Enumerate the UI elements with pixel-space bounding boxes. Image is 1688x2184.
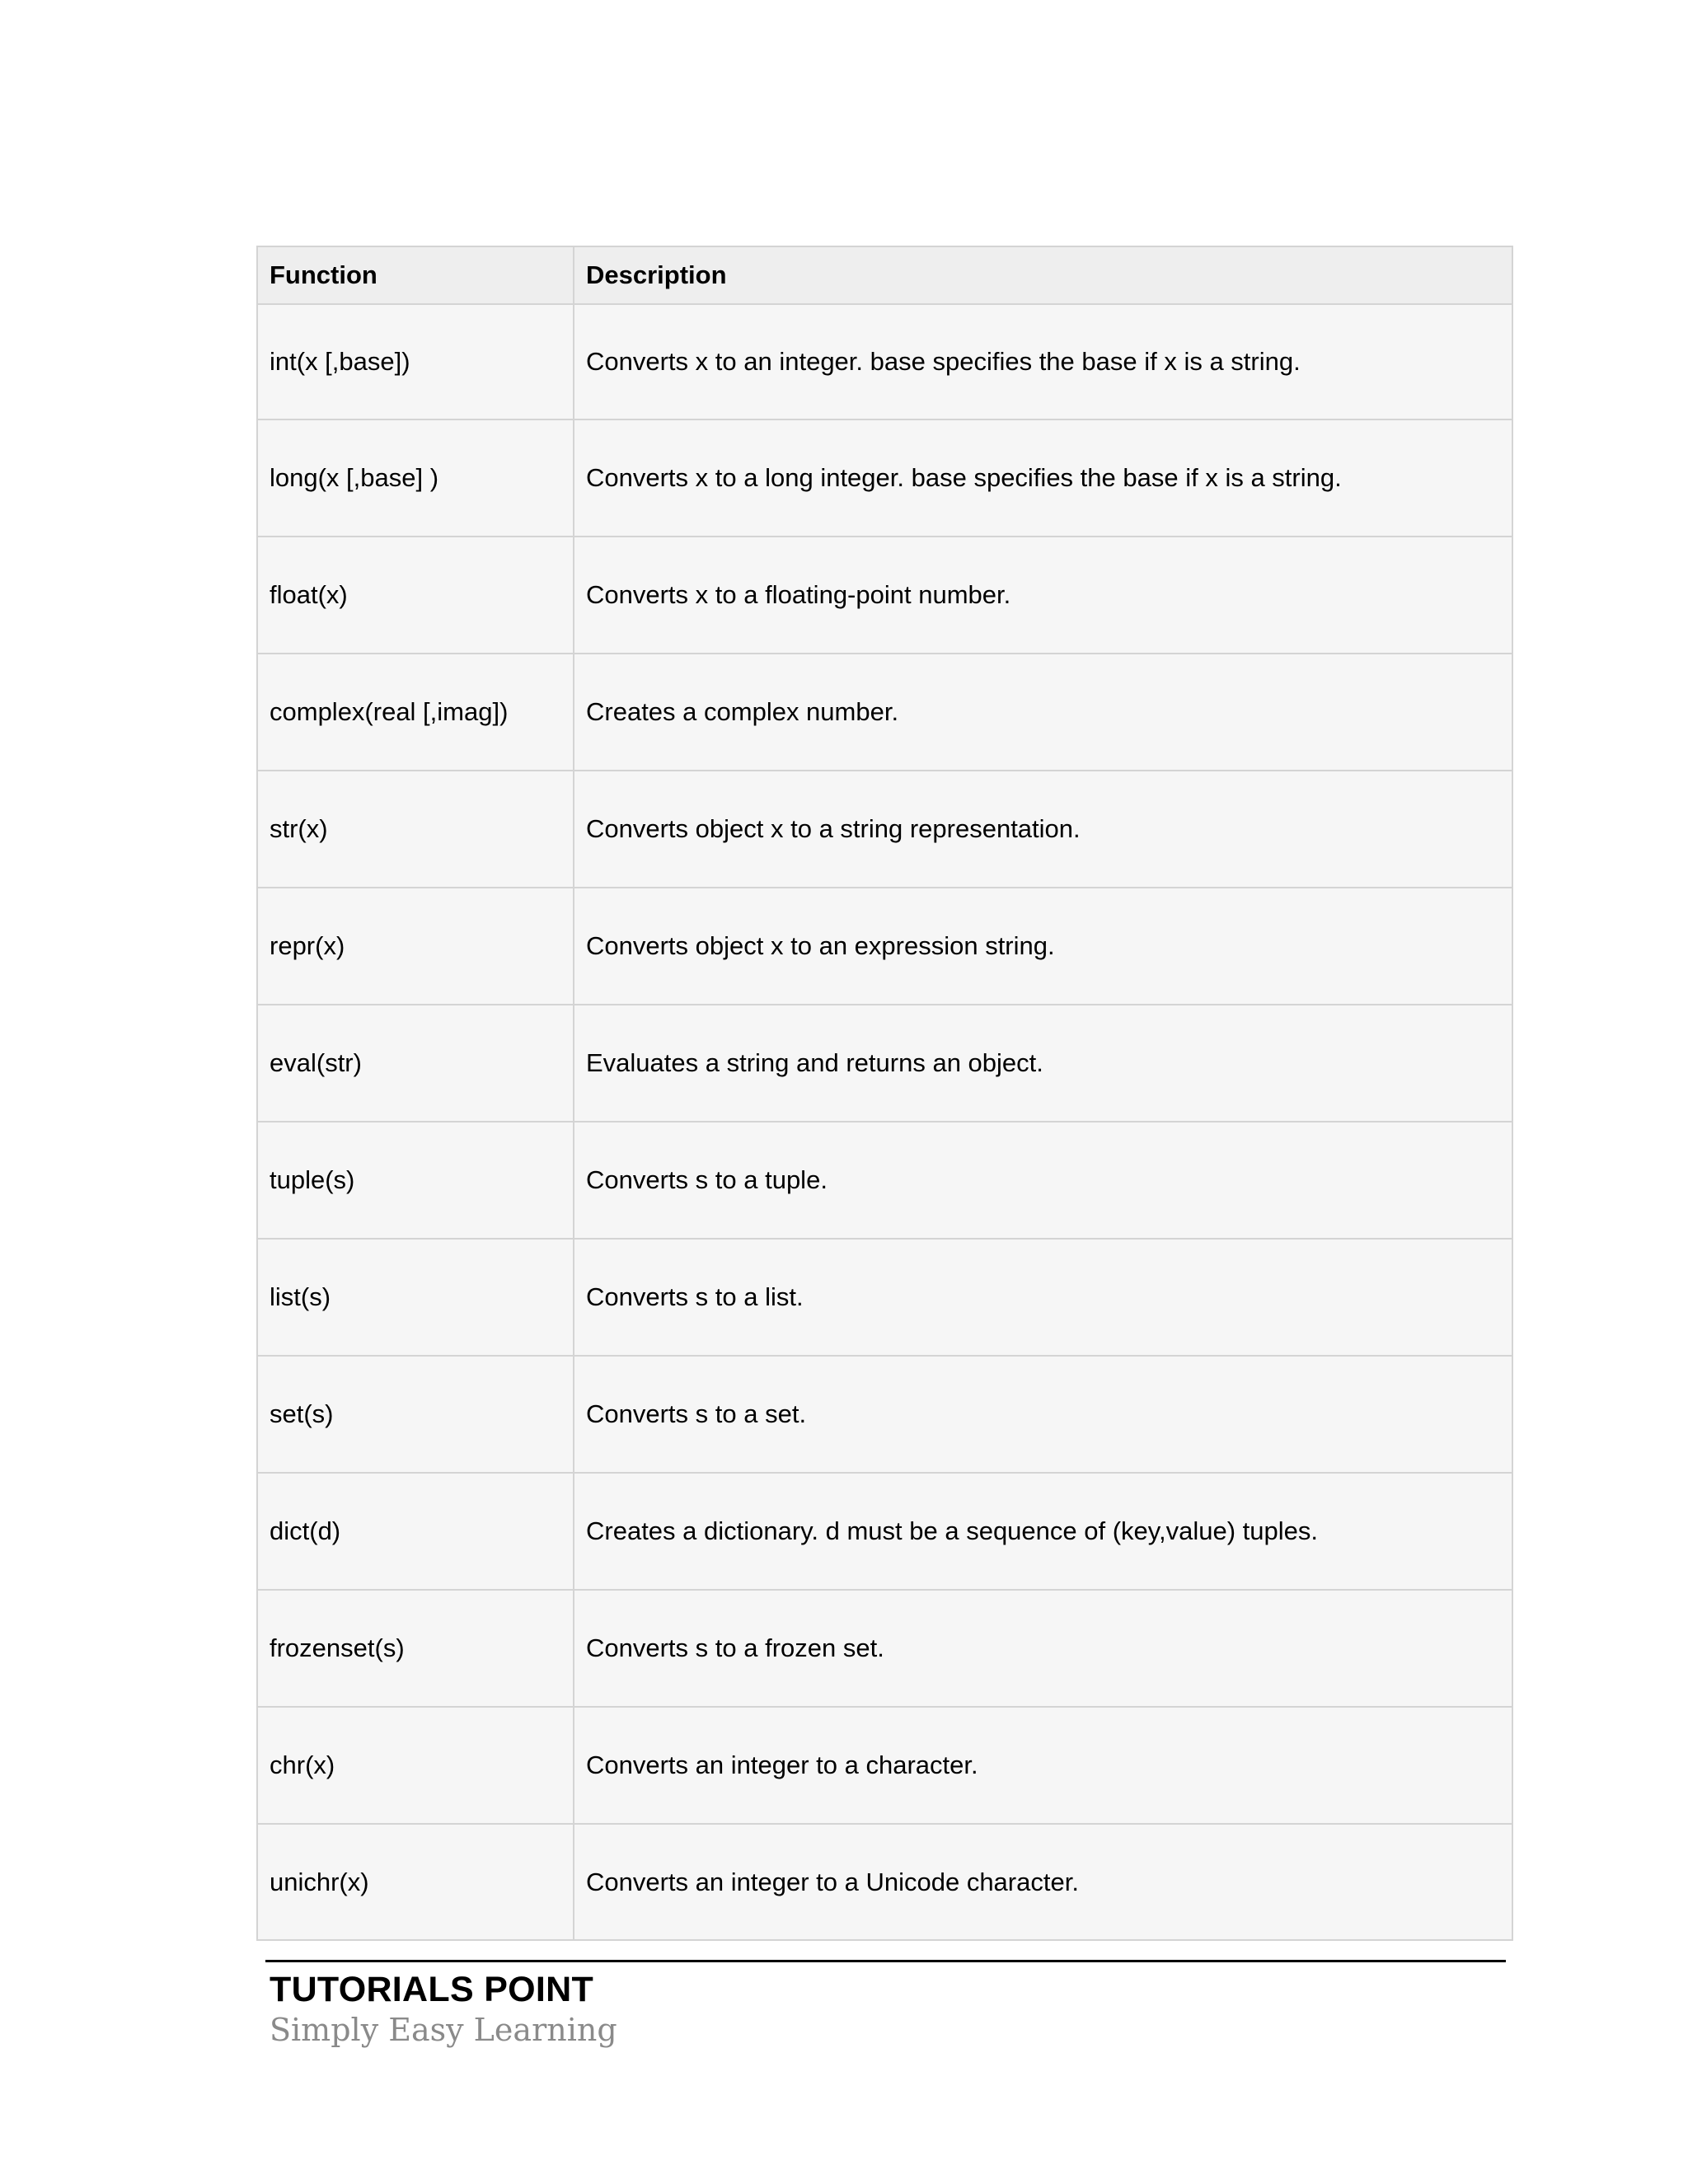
function-cell: tuple(s) bbox=[257, 1122, 574, 1239]
table-row bbox=[257, 1824, 1512, 1940]
table-row bbox=[257, 1473, 1512, 1590]
function-cell: long(x [,base] ) bbox=[257, 419, 574, 537]
column-header-description: Description bbox=[574, 246, 1512, 304]
description-cell: Converts s to a list. bbox=[574, 1239, 1512, 1356]
function-cell: unichr(x) bbox=[257, 1824, 574, 1940]
table-row bbox=[257, 419, 1512, 537]
description-cell: Converts x to an integer. base specifies the base if x is a string. bbox=[574, 304, 1512, 419]
description-cell: Converts x to a long integer. base specifies the base if x is a string. bbox=[574, 419, 1512, 537]
description-cell: Converts s to a set. bbox=[574, 1356, 1512, 1473]
function-cell: dict(d) bbox=[257, 1473, 574, 1590]
description-cell: Converts an integer to a Unicode character. bbox=[574, 1824, 1512, 1940]
description-cell: Converts s to a tuple. bbox=[574, 1122, 1512, 1239]
table-row bbox=[257, 1707, 1512, 1824]
description-cell: Evaluates a string and returns an object. bbox=[574, 1005, 1512, 1122]
table-row bbox=[257, 304, 1512, 419]
footer-divider bbox=[265, 1960, 1506, 1962]
description-cell: Converts s to a frozen set. bbox=[574, 1590, 1512, 1707]
footer-brand: TUTORIALS POINT bbox=[270, 1970, 594, 2009]
function-cell: str(x) bbox=[257, 771, 574, 888]
table-header-row bbox=[257, 246, 1512, 304]
function-cell: set(s) bbox=[257, 1356, 574, 1473]
table-row bbox=[257, 1239, 1512, 1356]
function-cell: list(s) bbox=[257, 1239, 574, 1356]
table-row bbox=[257, 888, 1512, 1005]
function-cell: int(x [,base]) bbox=[257, 304, 574, 419]
table-row bbox=[257, 771, 1512, 888]
table-row bbox=[257, 654, 1512, 771]
description-cell: Converts an integer to a character. bbox=[574, 1707, 1512, 1824]
table-row bbox=[257, 537, 1512, 654]
function-cell: eval(str) bbox=[257, 1005, 574, 1122]
function-cell: float(x) bbox=[257, 537, 574, 654]
function-cell: chr(x) bbox=[257, 1707, 574, 1824]
description-cell: Creates a complex number. bbox=[574, 654, 1512, 771]
description-cell: Creates a dictionary. d must be a sequence of (key,value) tuples. bbox=[574, 1473, 1512, 1590]
function-cell: repr(x) bbox=[257, 888, 574, 1005]
description-cell: Converts x to a floating-point number. bbox=[574, 537, 1512, 654]
conversion-functions-table bbox=[256, 246, 1513, 1941]
table-row bbox=[257, 1356, 1512, 1473]
description-cell: Converts object x to an expression string. bbox=[574, 888, 1512, 1005]
function-cell: frozenset(s) bbox=[257, 1590, 574, 1707]
function-cell: complex(real [,imag]) bbox=[257, 654, 574, 771]
table-row bbox=[257, 1005, 1512, 1122]
table-row bbox=[257, 1590, 1512, 1707]
footer-tagline: Simply Easy Learning bbox=[270, 2012, 617, 2048]
column-header-function: Function bbox=[257, 246, 574, 304]
table-row bbox=[257, 1122, 1512, 1239]
description-cell: Converts object x to a string representation. bbox=[574, 771, 1512, 888]
